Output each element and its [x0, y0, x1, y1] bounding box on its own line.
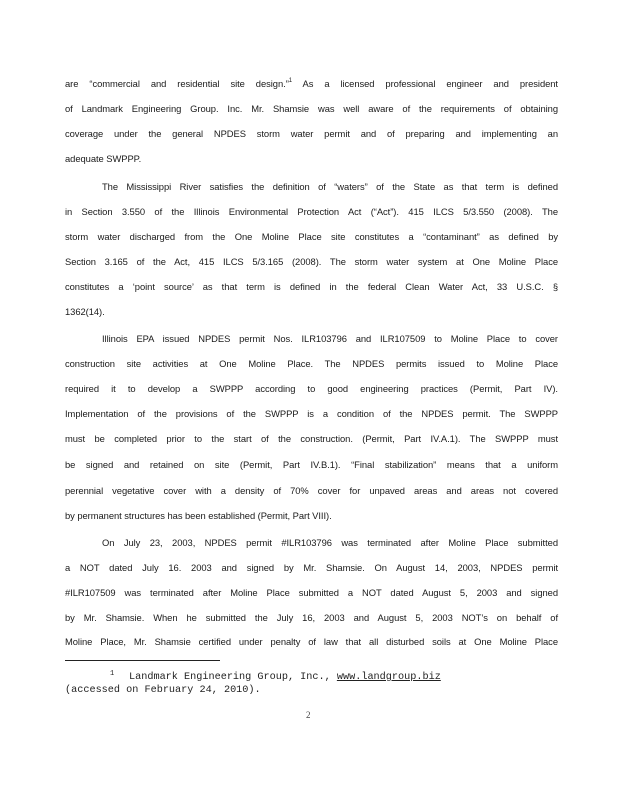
body-line-21: #ILR107509 was terminated after Moline Place submitted a NOT dated August 5, 2003 and signed — [65, 587, 558, 598]
body-line-16: be signed and retained on site (Permit, Part IV.B.1). “Final stabilization” means that a uniform — [65, 459, 558, 470]
body-line-15: must be completed prior to the start of the construction. (Permit, Part IV.A.1). The SWPPP must — [65, 433, 558, 444]
footnote-number: 1 — [110, 670, 115, 678]
body-line-1: are “commercial and residential site design.”$^1$ As a licensed professional engineer and president — [65, 78, 558, 89]
body-line-4: adequate SWPPP. — [65, 153, 142, 164]
footnote-link[interactable]: www.landgroup.biz — [336, 672, 441, 683]
body-line-17: perennial vegetative cover with a density of 70% cover for unpaved areas and areas not covered — [65, 485, 558, 496]
body-line-19: On July 23, 2003, NPDES permit #ILR103796 was terminated after Moline Place submitted — [102, 537, 558, 548]
body-line-14: Implementation of the provisions of the SWPPP is a condition of the NPDES permit. The SWPPP — [65, 408, 558, 419]
footnote-reference[interactable]: 1 — [288, 78, 293, 84]
body-line-22: by Mr. Shamsie. When he submitted the July 16, 2003 and August 5, 2003 NOT’s on behalf of — [65, 612, 558, 623]
body-line-13: required it to develop a SWPPP according to good engineering practices (Permit, Part IV). — [65, 383, 558, 394]
body-line-23: Moline Place, Mr. Shamsie certified under penalty of law that all disturbed soils at One Moline Place — [65, 636, 558, 647]
body-line-6: in Section 3.550 of the Illinois Environmental Protection Act (“Act”). 415 ILCS 5/3.550 (2008). The — [65, 206, 558, 217]
body-line-8: Section 3.165 of the Act, 415 ILCS 5/3.165 (2008). The storm water system at One Moline Place — [65, 256, 558, 267]
footnote-text: Landmark Engineering Group, Inc., — [129, 672, 331, 683]
body-line-3: coverage under the general NPDES storm water permit and of preparing and implementing an — [65, 128, 558, 139]
body-line-7: storm water discharged from the One Moline Place site constitutes a “contaminant” as defined by — [65, 231, 558, 242]
body-line-9: constitutes a ‘point source’ as that term is defined in the federal Clean Water Act, 33 U.S.C. § — [65, 281, 558, 292]
body-line-10: 1362(14). — [65, 306, 105, 317]
body-line-18: by permanent structures has been established (Permit, Part VIII). — [65, 510, 332, 521]
body-line-12: construction site activities at One Moline Place. The NPDES permits issued to Moline Place — [65, 358, 558, 369]
body-line-11: Illinois EPA issued NPDES permit Nos. ILR103796 and ILR107509 to Moline Place to cover — [102, 333, 558, 344]
footnote-line-1 — [129, 672, 441, 684]
footnote-line-2: (accessed on February 24, 2010). — [65, 685, 261, 696]
body-line-20: a NOT dated July 16. 2003 and signed by Mr. Shamsie. On August 14, 2003, NPDES permit — [65, 562, 558, 573]
body-line-2: of Landmark Engineering Group. Inc. Mr. Shamsie was well aware of the requirements of obtaining — [65, 103, 558, 114]
body-line-5: The Mississippi River satisfies the definition of “waters” of the State as that term is defined — [102, 181, 558, 192]
footnote-divider — [65, 660, 220, 661]
page-number: 2 — [306, 710, 311, 720]
